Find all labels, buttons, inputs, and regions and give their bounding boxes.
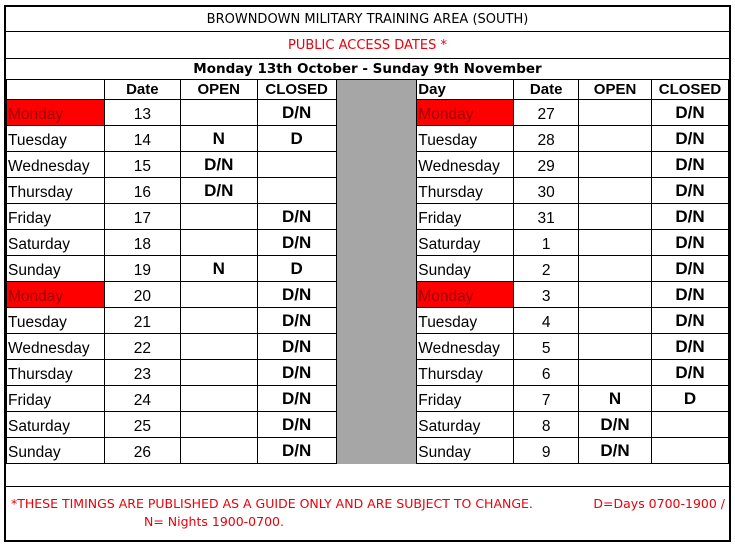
day-cell: Friday	[7, 204, 105, 230]
closed-cell: D/N	[652, 126, 729, 152]
date-cell: 28	[514, 126, 579, 152]
table-row	[7, 152, 729, 178]
table-row	[7, 386, 729, 412]
left-date-header: Date	[104, 80, 180, 100]
column-divider	[336, 126, 417, 152]
date-cell: 13	[104, 100, 180, 126]
column-header-row	[7, 80, 729, 100]
open-cell	[180, 386, 257, 412]
open-cell	[579, 334, 652, 360]
closed-cell: D/N	[257, 360, 336, 386]
open-cell: D/N	[180, 152, 257, 178]
date-cell: 20	[104, 282, 180, 308]
closed-cell: D/N	[257, 308, 336, 334]
closed-cell: D/N	[257, 204, 336, 230]
date-cell: 24	[104, 386, 180, 412]
date-cell: 8	[514, 412, 579, 438]
day-cell: Monday	[417, 100, 514, 126]
day-cell: Saturday	[417, 230, 514, 256]
column-divider	[336, 230, 417, 256]
day-cell: Sunday	[417, 256, 514, 282]
column-divider	[336, 100, 417, 126]
closed-cell: D/N	[652, 282, 729, 308]
date-cell: 5	[514, 334, 579, 360]
day-cell: Friday	[417, 204, 514, 230]
open-cell	[579, 308, 652, 334]
table-row	[7, 360, 729, 386]
column-divider	[336, 282, 417, 308]
public-access-heading: PUBLIC ACCESS DATES *	[6, 32, 729, 59]
date-cell: 27	[514, 100, 579, 126]
column-divider	[336, 412, 417, 438]
table-row	[7, 308, 729, 334]
closed-cell	[257, 178, 336, 204]
date-cell: 15	[104, 152, 180, 178]
open-cell	[180, 412, 257, 438]
table-row	[7, 334, 729, 360]
date-cell: 4	[514, 308, 579, 334]
day-cell: Friday	[417, 386, 514, 412]
table-row	[7, 204, 729, 230]
open-cell	[180, 204, 257, 230]
open-cell	[579, 152, 652, 178]
date-cell: 25	[104, 412, 180, 438]
day-cell: Wednesday	[417, 152, 514, 178]
column-divider	[336, 360, 417, 386]
day-cell: Tuesday	[417, 126, 514, 152]
open-cell	[579, 256, 652, 282]
table-row	[7, 438, 729, 464]
open-cell: N	[579, 386, 652, 412]
column-divider	[336, 386, 417, 412]
day-cell: Sunday	[7, 438, 105, 464]
closed-cell: D/N	[257, 386, 336, 412]
table-row	[7, 256, 729, 282]
open-cell	[180, 360, 257, 386]
table-row	[7, 230, 729, 256]
closed-cell: D/N	[257, 282, 336, 308]
left-day-header	[7, 80, 105, 100]
date-cell: 1	[514, 230, 579, 256]
open-cell	[579, 282, 652, 308]
left-open-header: OPEN	[180, 80, 257, 100]
day-cell: Saturday	[417, 412, 514, 438]
right-open-header: OPEN	[579, 80, 652, 100]
day-cell: Thursday	[417, 360, 514, 386]
day-cell: Friday	[7, 386, 105, 412]
schedule-sheet	[4, 5, 731, 542]
column-divider	[336, 334, 417, 360]
day-cell: Sunday	[7, 256, 105, 282]
page-title: BROWNDOWN MILITARY TRAINING AREA (SOUTH)	[6, 7, 729, 32]
column-divider	[336, 152, 417, 178]
open-cell	[579, 204, 652, 230]
open-cell	[579, 126, 652, 152]
open-cell	[180, 100, 257, 126]
date-cell: 31	[514, 204, 579, 230]
closed-cell: D	[257, 256, 336, 282]
table-row	[7, 100, 729, 126]
open-cell	[180, 334, 257, 360]
date-cell: 18	[104, 230, 180, 256]
day-cell: Monday	[7, 282, 105, 308]
closed-cell: D	[652, 386, 729, 412]
date-cell: 9	[514, 438, 579, 464]
days-key-text: D=Days 0700-1900 /	[593, 496, 725, 511]
table-row	[7, 282, 729, 308]
closed-cell: D/N	[257, 334, 336, 360]
open-cell: D/N	[180, 178, 257, 204]
closed-cell: D/N	[652, 308, 729, 334]
day-cell: Wednesday	[7, 152, 105, 178]
closed-cell: D/N	[652, 204, 729, 230]
column-divider	[336, 308, 417, 334]
date-cell: 3	[514, 282, 579, 308]
date-cell: 22	[104, 334, 180, 360]
date-cell: 30	[514, 178, 579, 204]
nights-key-text: N= Nights 1900-0700.	[144, 514, 284, 529]
closed-cell: D/N	[652, 334, 729, 360]
day-cell: Saturday	[7, 230, 105, 256]
date-cell: 7	[514, 386, 579, 412]
closed-cell: D/N	[652, 360, 729, 386]
left-closed-header: CLOSED	[257, 80, 336, 100]
closed-cell: D/N	[652, 178, 729, 204]
right-date-header: Date	[514, 80, 579, 100]
date-range: Monday 13th October - Sunday 9th November	[193, 61, 542, 77]
right-closed-header: CLOSED	[652, 80, 729, 100]
closed-cell	[652, 438, 729, 464]
column-divider	[336, 178, 417, 204]
day-cell: Wednesday	[7, 334, 105, 360]
footer-note	[6, 486, 729, 540]
column-divider	[336, 256, 417, 282]
table-row	[7, 412, 729, 438]
open-cell: D/N	[579, 438, 652, 464]
day-cell: Monday	[417, 282, 514, 308]
day-cell: Tuesday	[7, 308, 105, 334]
open-cell: N	[180, 256, 257, 282]
closed-cell	[257, 152, 336, 178]
date-cell: 17	[104, 204, 180, 230]
date-cell: 19	[104, 256, 180, 282]
table-row	[7, 126, 729, 152]
open-cell	[579, 100, 652, 126]
closed-cell: D/N	[652, 230, 729, 256]
date-cell: 14	[104, 126, 180, 152]
column-divider	[336, 80, 417, 100]
schedule-body	[7, 80, 729, 464]
open-cell	[180, 230, 257, 256]
date-cell: 29	[514, 152, 579, 178]
open-cell	[579, 360, 652, 386]
day-cell: Tuesday	[417, 308, 514, 334]
day-cell: Monday	[7, 100, 105, 126]
day-cell: Tuesday	[7, 126, 105, 152]
closed-cell: D/N	[257, 438, 336, 464]
closed-cell: D/N	[652, 100, 729, 126]
closed-cell: D/N	[257, 412, 336, 438]
day-cell: Saturday	[7, 412, 105, 438]
open-cell	[579, 230, 652, 256]
date-cell: 26	[104, 438, 180, 464]
closed-cell: D/N	[257, 100, 336, 126]
day-cell: Sunday	[417, 438, 514, 464]
closed-cell: D/N	[652, 256, 729, 282]
open-cell: N	[180, 126, 257, 152]
open-cell	[579, 178, 652, 204]
table-row	[7, 178, 729, 204]
day-cell: Wednesday	[417, 334, 514, 360]
column-divider	[336, 438, 417, 464]
date-cell: 21	[104, 308, 180, 334]
disclaimer-text: *THESE TIMINGS ARE PUBLISHED AS A GUIDE ONLY AND ARE SUBJECT TO CHANGE.	[11, 496, 533, 511]
date-cell: 6	[514, 360, 579, 386]
schedule-table	[6, 79, 729, 464]
right-day-header: Day	[417, 80, 514, 100]
closed-cell	[652, 412, 729, 438]
closed-cell: D	[257, 126, 336, 152]
day-cell: Thursday	[417, 178, 514, 204]
date-cell: 23	[104, 360, 180, 386]
open-cell	[180, 282, 257, 308]
date-cell: 16	[104, 178, 180, 204]
open-cell	[180, 308, 257, 334]
date-cell: 2	[514, 256, 579, 282]
open-cell	[180, 438, 257, 464]
open-cell: D/N	[579, 412, 652, 438]
closed-cell: D/N	[257, 230, 336, 256]
day-cell: Thursday	[7, 178, 105, 204]
column-divider	[336, 204, 417, 230]
day-cell: Thursday	[7, 360, 105, 386]
closed-cell: D/N	[652, 152, 729, 178]
